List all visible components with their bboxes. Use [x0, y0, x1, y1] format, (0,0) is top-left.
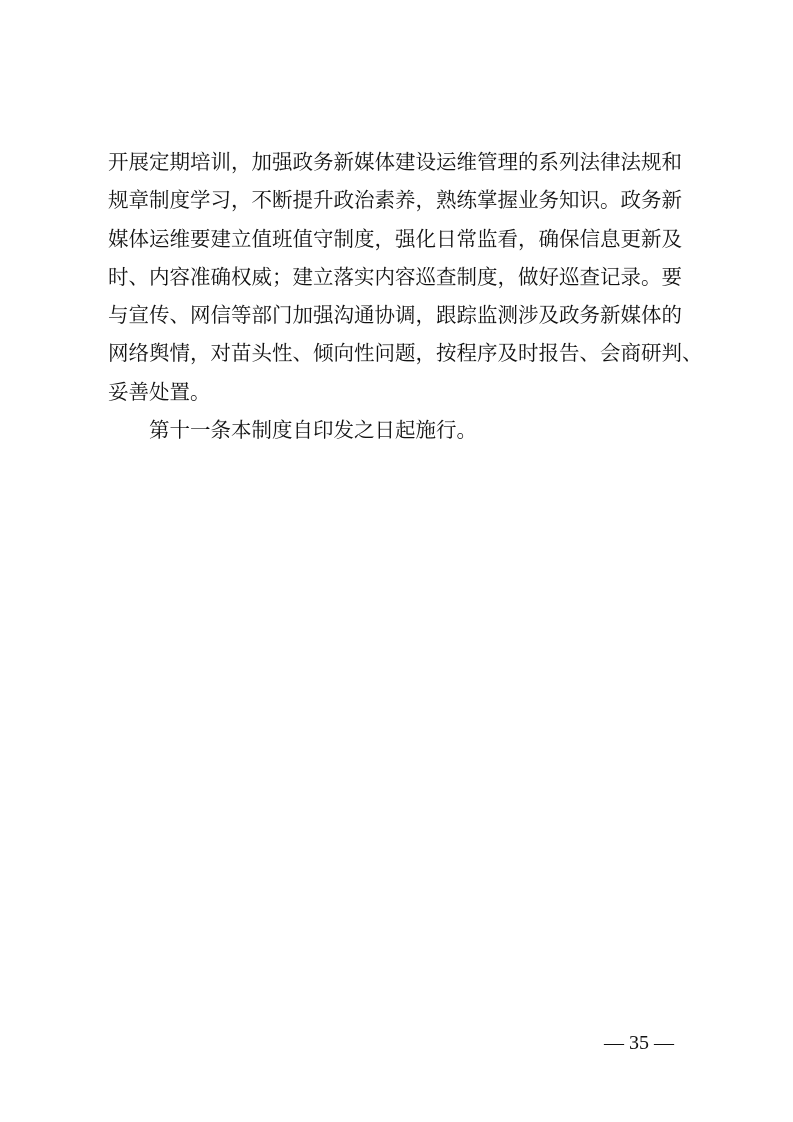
paragraph-line: 媒体运维要建立值班值守制度，强化日常监看，确保信息更新及 — [108, 226, 682, 251]
paragraph-line: 网络舆情，对苗头性、倾向性问题，按程序及时报告、会商研判、 — [108, 341, 703, 366]
article-eleven-paragraph: 第十一条本制度自印发之日起施行。 — [149, 418, 477, 443]
paragraph-line: 妥善处置。 — [108, 379, 211, 404]
paragraph-line: 规章制度学习，不断提升政治素养，熟练掌握业务知识。政务新 — [108, 188, 682, 213]
paragraph-line: 与宣传、网信等部门加强沟通协调，跟踪监测涉及政务新媒体的 — [108, 303, 682, 328]
paragraph-line: 开展定期培训，加强政务新媒体建设运维管理的系列法律法规和 — [108, 150, 682, 174]
page-number: — 35 — — [604, 1032, 674, 1054]
paragraph-line: 时、内容准确权威；建立落实内容巡查制度，做好巡查记录。要 — [108, 264, 682, 289]
document-body — [108, 143, 703, 449]
